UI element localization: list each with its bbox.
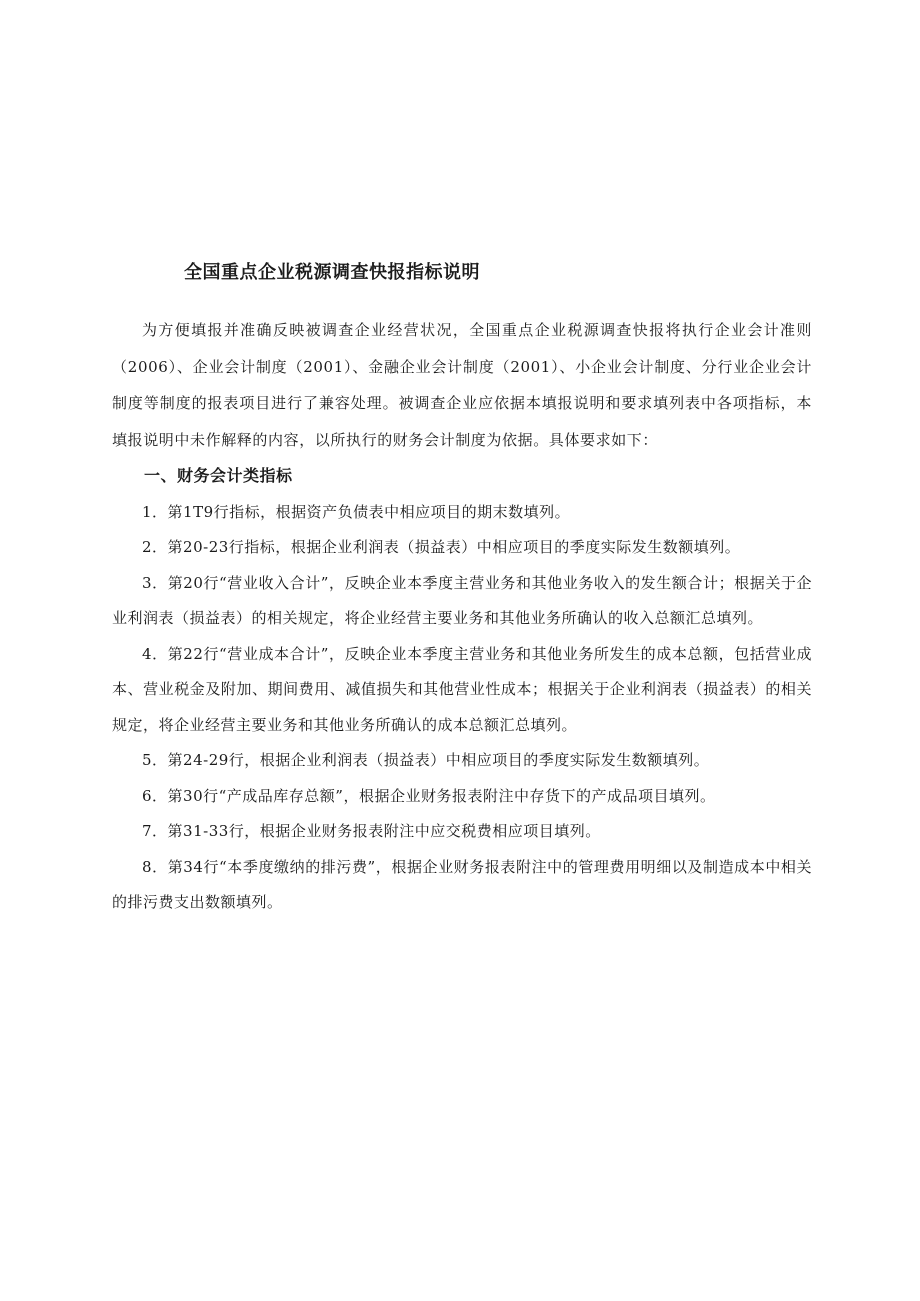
list-item: 6．第30行“产成品库存总额”，根据企业财务报表附注中存货下的产成品项目填列。 xyxy=(142,786,716,805)
document-title: 全国重点企业税源调查快报指标说明 xyxy=(184,262,480,283)
list-item: 2．第20-23行指标，根据企业利润表（损益表）中相应项目的季度实际发生数额填列。 xyxy=(142,538,741,556)
list-item: 4．第22行“营业成本合计”，反映企业本季度主营业务和其他业务所发生的成本总额，包括营业成本、营业税金及附加、期间费用、减值损失和其他营业性成本；根据关于企业利润表（损益表）的相关规定，将企业经营主要业务和其他业务所确认的成本总额汇总填列。 xyxy=(112,644,812,734)
list-item: 1．第1T9行指标，根据资产负债表中相应项目的期末数填列。 xyxy=(142,502,571,521)
list-item: 8．第34行“本季度缴纳的排污费”，根据企业财务报表附注中的管理费用明细以及制造成本中相关的排污费支出数额填列。 xyxy=(112,857,812,911)
list-item: 3．第20行“营业收入合计”，反映企业本季度主营业务和其他业务收入的发生额合计；根据关于企业利润表（损益表）的相关规定，将企业经营主要业务和其他业务所确认的收入总额汇总填列。 xyxy=(112,573,812,627)
list-item: 5．第24-29行，根据企业利润表（损益表）中相应项目的季度实际发生数额填列。 xyxy=(142,751,710,769)
list-item: 7．第31-33行，根据企业财务报表附注中应交税费相应项目填列。 xyxy=(142,822,601,840)
document-body xyxy=(112,312,812,921)
section-heading-financial-indicators: 一、财务会计类指标 xyxy=(144,466,293,485)
intro-paragraph: 为方便填报并准确反映被调查企业经营状况，全国重点企业税源调查快报将执行企业会计准则（2006）、企业会计制度（2001）、金融企业会计制度（2001）、小企业会计制度、分行业企业会计制度等制度的报表项目进行了兼容处理。被调查企业应依据本填报说明和要求填列表中各项指标，本填报说明中未作解释的内容，以所执行的财务会计制度为依据。具体要求如下： xyxy=(112,321,812,449)
